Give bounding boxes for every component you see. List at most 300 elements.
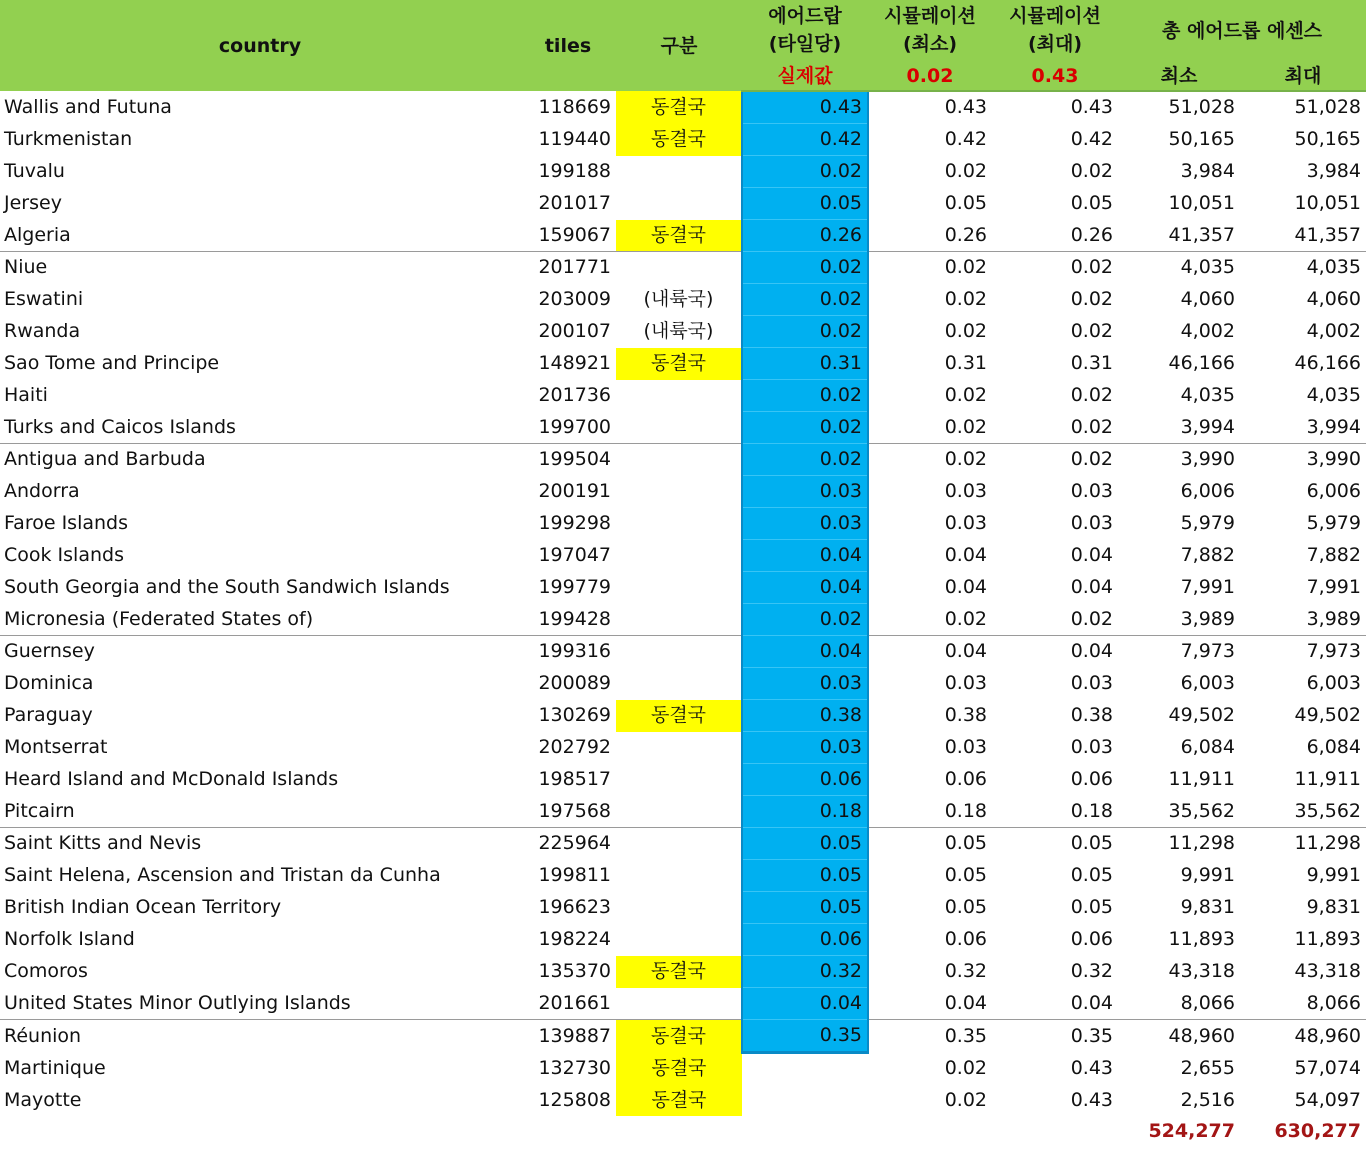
sim-min-cell[interactable]: 0.38 [944,704,987,726]
gubun-cell[interactable] [616,828,742,860]
total-max-cell[interactable]: 54,097 [1294,1089,1361,1111]
sim-max-cell[interactable]: 0.05 [1070,192,1113,214]
tiles-cell[interactable]: 198517 [538,768,611,790]
table-row [0,316,1366,348]
total-max-cell[interactable]: 6,084 [1306,736,1361,758]
airdrop-cell[interactable]: 0.02 [742,284,868,316]
total-max-cell[interactable]: 3,989 [1306,607,1361,630]
total-min-sum[interactable]: 524,277 [1148,1120,1235,1142]
total-max-sum[interactable]: 630,277 [1274,1120,1361,1142]
total-max-cell[interactable]: 3,994 [1306,415,1361,438]
airdrop-cell[interactable]: 0.05 [742,860,868,892]
table-body [0,91,1366,1116]
sim-max-cell[interactable]: 0.02 [992,252,1118,284]
sim-max-cell[interactable]: 0.43 [1070,1089,1113,1111]
table-row [0,796,1366,828]
tiles-cell[interactable]: 198224 [538,928,611,950]
total-max-cell[interactable]: 4,002 [1306,320,1361,342]
table-row [0,220,1366,252]
tiles-cell[interactable]: 200107 [538,320,611,342]
total-max-cell[interactable]: 11,893 [1294,928,1361,950]
total-max-cell[interactable]: 46,166 [1294,352,1361,374]
country-cell[interactable]: Guernsey [0,636,520,668]
sim-min-cell[interactable]: 0.42 [944,128,987,150]
total-min-cell[interactable]: 50,165 [1168,128,1235,150]
table-row [0,828,1366,860]
sim-max-cell[interactable]: 0.04 [1070,576,1113,598]
header-airdrop[interactable] [742,0,868,62]
gubun-cell[interactable] [616,380,742,412]
total-max-cell[interactable]: 11,911 [1294,768,1361,790]
country-cell[interactable]: Turks and Caicos Islands [4,415,236,438]
sim-max-cell[interactable]: 0.03 [1070,736,1113,758]
airdrop-cell[interactable]: 0.02 [742,604,868,636]
header-sim-max-line1: 시뮬레이션 [1009,5,1101,27]
country-cell[interactable]: Mayotte [4,1089,82,1111]
table-row [0,636,1366,668]
tiles-cell[interactable]: 199504 [520,444,616,476]
sim-min-cell[interactable]: 0.03 [944,672,987,694]
table-row [0,540,1366,572]
gubun-cell[interactable] [616,892,742,924]
tiles-cell[interactable]: 202792 [538,736,611,758]
sim-max-cell[interactable]: 0.18 [1070,799,1113,822]
footer-spacer [0,1116,1118,1146]
airdrop-cell[interactable]: 0.35 [742,1020,868,1053]
gubun-cell[interactable] [616,540,742,572]
total-max-cell[interactable]: 4,060 [1306,288,1361,310]
airdrop-cell[interactable]: 0.06 [742,764,868,796]
total-min-cell[interactable]: 6,084 [1180,736,1235,758]
total-min-cell[interactable]: 35,562 [1168,799,1235,822]
total-max-cell[interactable]: 50,165 [1294,128,1361,150]
gubun-cell[interactable] [616,860,742,892]
airdrop-cell[interactable]: 0.04 [742,572,868,604]
sim-min-cell[interactable]: 0.03 [944,736,987,758]
header-sim-min-line2: (최소) [902,33,958,55]
sim-min-cell[interactable]: 0.06 [944,928,987,950]
sim-max-cell[interactable]: 0.43 [1070,96,1113,119]
tiles-cell[interactable]: 199316 [520,636,616,668]
total-max-cell[interactable]: 11,298 [1240,828,1366,860]
tiles-cell[interactable]: 200089 [538,672,611,694]
total-min-cell[interactable]: 6,003 [1180,672,1235,694]
total-min-cell[interactable]: 6,006 [1180,480,1235,502]
header-sim-min[interactable] [868,0,992,62]
tiles-cell[interactable]: 130269 [538,704,611,726]
header-sim-min-value[interactable]: 0.02 [868,62,992,91]
tiles-cell[interactable]: 119440 [538,128,611,150]
sim-min-cell[interactable]: 0.43 [944,96,987,119]
header-total-max[interactable]: 최대 [1240,62,1366,91]
gubun-cell[interactable] [616,444,742,476]
total-max-cell[interactable]: 9,831 [1306,896,1361,918]
sim-min-cell[interactable]: 0.05 [944,192,987,214]
total-min-cell[interactable]: 51,028 [1168,96,1235,119]
total-max-cell[interactable]: 49,502 [1294,704,1361,726]
sim-min-cell[interactable]: 0.32 [944,960,987,982]
airdrop-cell[interactable]: 0.04 [742,988,868,1020]
sim-min-cell[interactable]: 0.05 [944,864,987,886]
sim-max-cell[interactable]: 0.35 [992,1020,1118,1053]
gubun-cell[interactable] [616,604,742,636]
gubun-cell[interactable]: (내륙국) [643,288,714,310]
table-row [0,91,1366,124]
sim-min-cell[interactable]: 0.02 [944,1057,987,1080]
country-cell[interactable]: Haiti [4,384,48,406]
table-row [0,348,1366,380]
airdrop-cell[interactable]: 0.05 [742,188,868,220]
tiles-cell[interactable]: 125808 [538,1089,611,1111]
country-cell[interactable]: Antigua and Barbuda [0,444,520,476]
country-cell[interactable]: Sao Tome and Principe [4,352,220,374]
airdrop-cell[interactable]: 0.43 [742,91,868,124]
sim-max-cell[interactable]: 0.32 [1070,960,1113,982]
sim-max-cell[interactable]: 0.43 [1070,1057,1113,1080]
sim-min-cell[interactable]: 0.26 [944,223,987,246]
sim-min-cell[interactable]: 0.02 [868,252,992,284]
sim-max-cell[interactable]: 0.04 [1070,991,1113,1014]
total-min-cell[interactable]: 4,060 [1180,288,1235,310]
airdrop-cell[interactable]: 0.18 [742,796,868,828]
table-row [0,380,1366,412]
total-min-cell[interactable]: 2,655 [1180,1057,1235,1080]
tiles-cell[interactable]: 199428 [538,607,611,630]
table-row [0,444,1366,476]
table-row [0,860,1366,892]
table-row [0,1020,1366,1053]
gubun-cell[interactable] [616,508,742,540]
tiles-cell[interactable]: 148921 [538,352,611,374]
gubun-cell[interactable] [616,636,742,668]
sim-min-cell[interactable]: 0.02 [868,444,992,476]
tiles-cell[interactable]: 199188 [538,160,611,182]
tiles-cell[interactable]: 201771 [520,252,616,284]
airdrop-cell[interactable]: 0.02 [742,252,868,284]
total-max-cell[interactable]: 3,984 [1306,160,1361,182]
total-min-cell[interactable]: 46,166 [1168,352,1235,374]
total-min-cell[interactable]: 41,357 [1168,223,1235,246]
sim-max-cell[interactable]: 0.02 [992,444,1118,476]
total-max-cell[interactable]: 7,991 [1306,576,1361,598]
sim-max-cell[interactable]: 0.26 [1070,223,1113,246]
airdrop-cell[interactable]: 0.04 [742,540,868,572]
airdrop-cell[interactable]: 0.03 [742,668,868,700]
gubun-cell[interactable] [616,732,742,764]
gubun-cell[interactable] [616,764,742,796]
sim-max-cell[interactable]: 0.05 [1070,896,1113,918]
country-cell[interactable]: Réunion [0,1020,520,1053]
total-min-cell[interactable]: 7,973 [1118,636,1240,668]
sim-min-cell[interactable]: 0.02 [944,160,987,182]
table-row [0,924,1366,956]
gubun-cell[interactable]: (내륙국) [643,320,714,342]
sim-min-cell[interactable]: 0.04 [868,636,992,668]
header-gubun[interactable]: 구분 [616,0,742,91]
total-min-cell[interactable]: 11,911 [1168,768,1235,790]
airdrop-cell[interactable]: 0.02 [742,380,868,412]
tiles-cell[interactable]: 139887 [520,1020,616,1053]
table-row [0,764,1366,796]
country-cell[interactable]: Wallis and Futuna [4,95,172,118]
country-cell[interactable]: Faroe Islands [4,512,129,534]
total-min-cell[interactable]: 3,989 [1180,607,1235,630]
total-min-cell[interactable]: 4,035 [1118,252,1240,284]
tiles-cell[interactable]: 197047 [538,544,611,566]
sim-min-cell[interactable]: 0.06 [944,768,987,790]
gubun-cell[interactable] [616,156,742,188]
total-min-cell[interactable]: 7,991 [1180,576,1235,598]
table-row [0,604,1366,636]
sim-min-cell[interactable]: 0.02 [944,1089,987,1111]
gubun-cell[interactable]: 동결국 [616,1020,742,1053]
tiles-cell[interactable]: 199811 [538,864,611,886]
total-min-cell[interactable]: 3,990 [1118,444,1240,476]
sim-min-cell[interactable]: 0.05 [944,896,987,918]
gubun-cell[interactable] [616,572,742,604]
sim-min-cell[interactable]: 0.04 [944,544,987,566]
airdrop-cell[interactable]: 0.42 [742,124,868,156]
tiles-cell[interactable]: 118669 [538,95,611,118]
header-sim-max-value[interactable]: 0.43 [992,62,1118,91]
sim-min-cell[interactable]: 0.03 [944,512,987,534]
gubun-cell[interactable]: 동결국 [616,700,742,732]
total-max-cell[interactable]: 4,035 [1240,252,1366,284]
country-cell[interactable]: Eswatini [4,288,84,310]
gubun-cell[interactable] [616,412,742,444]
total-min-cell[interactable]: 4,035 [1180,384,1235,406]
sim-max-cell[interactable]: 0.03 [1070,672,1113,694]
gubun-cell[interactable] [616,188,742,220]
total-min-cell[interactable]: 9,831 [1180,896,1235,918]
airdrop-cell[interactable]: 0.03 [742,476,868,508]
sim-max-cell[interactable]: 0.05 [992,828,1118,860]
gubun-cell[interactable] [616,668,742,700]
tiles-cell[interactable]: 203009 [538,288,611,310]
country-cell[interactable]: Cook Islands [4,544,124,566]
airdrop-cell[interactable]: 0.32 [742,956,868,988]
total-min-cell[interactable]: 11,893 [1168,928,1235,950]
total-max-cell[interactable]: 5,979 [1306,512,1361,534]
tiles-cell[interactable]: 199298 [538,512,611,534]
country-cell[interactable]: Micronesia (Federated States of) [4,607,314,630]
header-airdrop-actual[interactable]: 실제값 [742,62,868,91]
gubun-cell[interactable]: 동결국 [616,348,742,380]
table-row [0,412,1366,444]
sim-max-cell[interactable]: 0.04 [1070,544,1113,566]
tiles-cell[interactable]: 159067 [538,223,611,246]
airdrop-cell[interactable]: 0.02 [742,444,868,476]
sim-max-cell[interactable]: 0.02 [1070,415,1113,438]
tiles-cell[interactable]: 200191 [538,480,611,502]
total-min-cell[interactable]: 2,516 [1180,1089,1235,1111]
airdrop-cell[interactable]: 0.31 [742,348,868,380]
total-min-cell[interactable]: 11,298 [1118,828,1240,860]
total-min-cell[interactable]: 5,979 [1180,512,1235,534]
total-min-cell[interactable]: 4,002 [1180,320,1235,342]
sim-max-cell[interactable]: 0.03 [1070,512,1113,534]
total-max-cell[interactable]: 4,035 [1306,384,1361,406]
tiles-cell[interactable]: 132730 [538,1057,611,1080]
total-max-cell[interactable]: 8,066 [1306,991,1361,1014]
header-total-min[interactable]: 최소 [1118,62,1240,91]
total-min-cell[interactable]: 43,318 [1168,960,1235,982]
sim-max-cell[interactable]: 0.05 [1070,864,1113,886]
gubun-cell[interactable]: 동결국 [616,91,742,124]
country-cell[interactable]: Martinique [4,1057,106,1080]
gubun-cell[interactable]: 동결국 [616,220,742,252]
sim-min-cell[interactable]: 0.02 [944,320,987,342]
airdrop-cell[interactable]: 0.05 [742,828,868,860]
airdrop-cell[interactable]: 0.06 [742,924,868,956]
table-row [0,1053,1366,1086]
sim-max-cell[interactable]: 0.42 [1070,128,1113,150]
country-cell[interactable]: South Georgia and the South Sandwich Islands [4,576,450,598]
country-cell[interactable]: Algeria [4,223,71,246]
total-max-cell[interactable]: 7,973 [1240,636,1366,668]
table-row [0,892,1366,924]
sim-min-cell[interactable]: 0.18 [944,799,987,822]
gubun-cell[interactable]: 동결국 [616,1085,742,1116]
sim-min-cell[interactable]: 0.35 [868,1020,992,1053]
airdrop-cell[interactable] [742,1085,868,1116]
tiles-cell[interactable]: 199779 [538,576,611,598]
sim-min-cell[interactable]: 0.02 [944,384,987,406]
country-cell[interactable]: Heard Island and McDonald Islands [4,768,339,790]
total-max-cell[interactable]: 6,006 [1306,480,1361,502]
table-footer [0,1116,1366,1146]
country-cell[interactable]: Paraguay [4,704,93,726]
sim-max-cell[interactable]: 0.38 [1070,704,1113,726]
header-total[interactable]: 총 에어드롭 에센스 [1118,0,1366,62]
gubun-cell[interactable] [616,988,742,1020]
total-min-cell[interactable]: 48,960 [1118,1020,1240,1053]
sim-max-cell[interactable]: 0.02 [1070,160,1113,182]
tiles-cell[interactable]: 197568 [538,799,611,822]
country-cell[interactable]: British Indian Ocean Territory [4,896,282,918]
total-max-cell[interactable]: 57,074 [1294,1057,1361,1080]
airdrop-cell[interactable]: 0.02 [742,316,868,348]
tiles-cell[interactable]: 135370 [538,960,611,982]
airdrop-cell[interactable]: 0.02 [742,156,868,188]
total-min-cell[interactable]: 9,991 [1180,864,1235,886]
total-max-cell[interactable]: 10,051 [1294,192,1361,214]
total-min-cell[interactable]: 7,882 [1180,544,1235,566]
header-country[interactable]: country [0,0,520,91]
country-cell[interactable]: Jersey [4,192,62,214]
sim-max-cell[interactable]: 0.02 [1070,384,1113,406]
sim-min-cell[interactable]: 0.03 [944,480,987,502]
airdrop-cell[interactable]: 0.03 [742,508,868,540]
gubun-cell[interactable] [616,252,742,284]
tiles-cell[interactable]: 199700 [538,415,611,438]
table-row [0,700,1366,732]
airdrop-cell[interactable]: 0.02 [742,412,868,444]
tiles-cell[interactable]: 201736 [538,384,611,406]
sim-min-cell[interactable]: 0.02 [944,288,987,310]
sim-max-cell[interactable]: 0.02 [1070,607,1113,630]
total-max-cell[interactable]: 7,882 [1306,544,1361,566]
total-min-cell[interactable]: 10,051 [1168,192,1235,214]
country-cell[interactable]: Rwanda [4,320,81,342]
gubun-cell[interactable]: 동결국 [616,1053,742,1086]
gubun-cell[interactable]: 동결국 [616,124,742,156]
sim-max-cell[interactable]: 0.31 [1070,352,1113,374]
total-min-cell[interactable]: 8,066 [1180,991,1235,1014]
table-row [0,572,1366,604]
airdrop-cell[interactable]: 0.26 [742,220,868,252]
sim-min-cell[interactable]: 0.04 [944,991,987,1014]
sim-max-cell[interactable]: 0.02 [1070,320,1113,342]
table-row [0,732,1366,764]
airdrop-cell[interactable]: 0.03 [742,732,868,764]
table-row [0,956,1366,988]
gubun-cell[interactable]: 동결국 [616,956,742,988]
total-min-cell[interactable]: 49,502 [1168,704,1235,726]
airdrop-cell[interactable]: 0.04 [742,636,868,668]
sim-max-cell[interactable]: 0.06 [1070,768,1113,790]
total-max-cell[interactable]: 9,991 [1306,864,1361,886]
tiles-cell[interactable]: 196623 [538,896,611,918]
header-sim-max[interactable] [992,0,1118,62]
country-cell[interactable]: Norfolk Island [4,928,135,950]
country-cell[interactable]: Montserrat [4,736,108,758]
total-max-cell[interactable]: 43,318 [1294,960,1361,982]
country-cell[interactable]: Tuvalu [4,160,65,182]
tiles-cell[interactable]: 201661 [538,991,611,1014]
sim-max-cell[interactable]: 0.04 [992,636,1118,668]
gubun-cell[interactable] [616,476,742,508]
table-row [0,188,1366,220]
country-cell[interactable]: Saint Kitts and Nevis [0,828,520,860]
airdrop-cell[interactable]: 0.05 [742,892,868,924]
sim-min-cell[interactable]: 0.02 [944,415,987,438]
airdrop-cell[interactable]: 0.38 [742,700,868,732]
header-sim-max-line2: (최대) [1027,33,1083,55]
table-row [0,124,1366,156]
total-max-cell[interactable]: 3,990 [1240,444,1366,476]
country-cell[interactable]: Niue [0,252,520,284]
sim-min-cell[interactable]: 0.04 [944,576,987,598]
sim-min-cell[interactable]: 0.02 [944,607,987,630]
gubun-cell[interactable] [616,796,742,828]
sim-max-cell[interactable]: 0.03 [1070,480,1113,502]
gubun-cell[interactable] [616,924,742,956]
total-max-cell[interactable]: 35,562 [1294,799,1361,822]
country-cell[interactable]: Dominica [4,672,94,694]
total-min-cell[interactable]: 3,984 [1180,160,1235,182]
country-cell[interactable]: Comoros [4,960,88,982]
total-max-cell[interactable]: 48,960 [1240,1020,1366,1053]
country-cell[interactable]: United States Minor Outlying Islands [4,991,351,1014]
total-max-cell[interactable]: 6,003 [1306,672,1361,694]
total-min-cell[interactable]: 3,994 [1180,415,1235,438]
header-tiles[interactable]: tiles [520,0,616,91]
total-max-cell[interactable]: 51,028 [1294,96,1361,119]
sim-max-cell[interactable]: 0.02 [1070,288,1113,310]
airdrop-cell[interactable] [742,1053,868,1086]
sim-min-cell[interactable]: 0.05 [868,828,992,860]
total-max-cell[interactable]: 41,357 [1294,223,1361,246]
country-cell[interactable]: Turkmenistan [4,128,133,150]
tiles-cell[interactable]: 225964 [520,828,616,860]
sim-min-cell[interactable]: 0.31 [944,352,987,374]
country-cell[interactable]: Andorra [4,480,80,502]
country-cell[interactable]: Pitcairn [4,799,75,822]
tiles-cell[interactable]: 201017 [538,192,611,214]
sim-max-cell[interactable]: 0.06 [1070,928,1113,950]
country-cell[interactable]: Saint Helena, Ascension and Tristan da Cunha [4,864,441,886]
